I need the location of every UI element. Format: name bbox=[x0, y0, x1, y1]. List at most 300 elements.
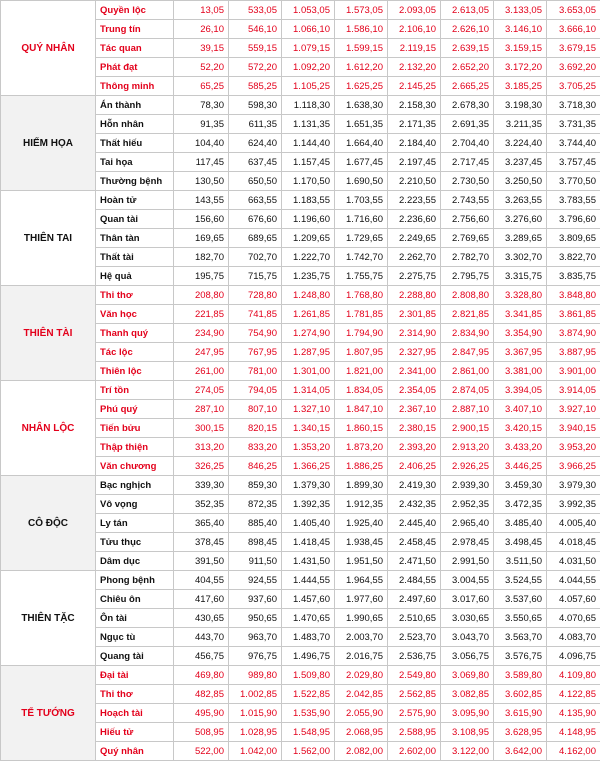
value-cell: 2.042,85 bbox=[335, 685, 388, 704]
value-cell: 39,15 bbox=[174, 39, 229, 58]
group-name: THIÊN TÀI bbox=[1, 286, 96, 381]
value-cell: 1.716,60 bbox=[335, 210, 388, 229]
value-cell: 91,35 bbox=[174, 115, 229, 134]
value-cell: 1.729,65 bbox=[335, 229, 388, 248]
value-cell: 2.106,10 bbox=[388, 20, 441, 39]
value-cell: 1.964,55 bbox=[335, 571, 388, 590]
value-cell: 2.249,65 bbox=[388, 229, 441, 248]
value-cell: 143,55 bbox=[174, 191, 229, 210]
value-cell: 598,30 bbox=[229, 96, 282, 115]
value-cell: 1.522,85 bbox=[282, 685, 335, 704]
value-cell: 1.847,10 bbox=[335, 400, 388, 419]
value-cell: 3.211,35 bbox=[494, 115, 547, 134]
value-cell: 911,50 bbox=[229, 552, 282, 571]
value-cell: 1.860,15 bbox=[335, 419, 388, 438]
value-cell: 4.135,90 bbox=[547, 704, 600, 723]
value-cell: 3.108,95 bbox=[441, 723, 494, 742]
value-cell: 2.380,15 bbox=[388, 419, 441, 438]
value-cell: 2.861,00 bbox=[441, 362, 494, 381]
value-cell: 522,00 bbox=[174, 742, 229, 761]
value-cell: 1.612,20 bbox=[335, 58, 388, 77]
value-cell: 2.808,80 bbox=[441, 286, 494, 305]
value-cell: 3.602,85 bbox=[494, 685, 547, 704]
value-cell: 3.757,45 bbox=[547, 153, 600, 172]
value-cell: 559,15 bbox=[229, 39, 282, 58]
value-cell: 2.275,75 bbox=[388, 267, 441, 286]
row-label: Trung tín bbox=[96, 20, 174, 39]
value-cell: 1.755,75 bbox=[335, 267, 388, 286]
value-cell: 2.158,30 bbox=[388, 96, 441, 115]
value-cell: 2.613,05 bbox=[441, 1, 494, 20]
value-cell: 872,35 bbox=[229, 495, 282, 514]
value-cell: 1.886,25 bbox=[335, 457, 388, 476]
value-cell: 3.874,90 bbox=[547, 324, 600, 343]
value-cell: 2.717,45 bbox=[441, 153, 494, 172]
value-cell: 3.653,05 bbox=[547, 1, 600, 20]
value-cell: 2.730,50 bbox=[441, 172, 494, 191]
value-cell: 794,05 bbox=[229, 381, 282, 400]
value-cell: 1.327,10 bbox=[282, 400, 335, 419]
value-cell: 1.990,65 bbox=[335, 609, 388, 628]
value-cell: 3.017,60 bbox=[441, 590, 494, 609]
value-cell: 1.366,25 bbox=[282, 457, 335, 476]
value-cell: 3.809,65 bbox=[547, 229, 600, 248]
value-cell: 3.537,60 bbox=[494, 590, 547, 609]
value-cell: 313,20 bbox=[174, 438, 229, 457]
value-cell: 1.170,50 bbox=[282, 172, 335, 191]
value-cell: 754,90 bbox=[229, 324, 282, 343]
row-label: Ly tán bbox=[96, 514, 174, 533]
value-cell: 2.354,05 bbox=[388, 381, 441, 400]
row-label: Tác quan bbox=[96, 39, 174, 58]
value-cell: 3.679,15 bbox=[547, 39, 600, 58]
value-cell: 2.978,45 bbox=[441, 533, 494, 552]
value-cell: 3.289,65 bbox=[494, 229, 547, 248]
table-row bbox=[1, 381, 600, 400]
value-cell: 2.471,50 bbox=[388, 552, 441, 571]
value-cell: 1.483,70 bbox=[282, 628, 335, 647]
value-cell: 4.109,80 bbox=[547, 666, 600, 685]
group-name: THIÊN TẶC bbox=[1, 571, 96, 666]
table-row bbox=[1, 666, 600, 685]
value-cell: 2.003,70 bbox=[335, 628, 388, 647]
row-label: Hiếu tử bbox=[96, 723, 174, 742]
row-label: Thập thiện bbox=[96, 438, 174, 457]
value-cell: 3.887,95 bbox=[547, 343, 600, 362]
value-cell: 3.133,05 bbox=[494, 1, 547, 20]
value-cell: 1.690,50 bbox=[335, 172, 388, 191]
value-cell: 1.392,35 bbox=[282, 495, 335, 514]
row-label: Tác lộc bbox=[96, 343, 174, 362]
value-cell: 2.549,80 bbox=[388, 666, 441, 685]
value-cell: 13,05 bbox=[174, 1, 229, 20]
value-cell: 1.548,95 bbox=[282, 723, 335, 742]
row-label: Thân tàn bbox=[96, 229, 174, 248]
value-cell: 689,65 bbox=[229, 229, 282, 248]
value-cell: 3.718,30 bbox=[547, 96, 600, 115]
value-cell: 2.639,15 bbox=[441, 39, 494, 58]
value-cell: 2.016,75 bbox=[335, 647, 388, 666]
value-cell: 1.599,15 bbox=[335, 39, 388, 58]
value-cell: 3.198,30 bbox=[494, 96, 547, 115]
value-cell: 1.157,45 bbox=[282, 153, 335, 172]
value-cell: 3.914,05 bbox=[547, 381, 600, 400]
value-cell: 1.496,75 bbox=[282, 647, 335, 666]
value-cell: 1.768,80 bbox=[335, 286, 388, 305]
value-cell: 391,50 bbox=[174, 552, 229, 571]
value-cell: 1.625,25 bbox=[335, 77, 388, 96]
value-cell: 221,85 bbox=[174, 305, 229, 324]
value-cell: 3.472,35 bbox=[494, 495, 547, 514]
row-label: Hỗn nhân bbox=[96, 115, 174, 134]
value-cell: 130,50 bbox=[174, 172, 229, 191]
value-cell: 156,60 bbox=[174, 210, 229, 229]
value-cell: 3.835,75 bbox=[547, 267, 600, 286]
value-cell: 3.122,00 bbox=[441, 742, 494, 761]
value-cell: 1.457,60 bbox=[282, 590, 335, 609]
value-cell: 2.458,45 bbox=[388, 533, 441, 552]
value-cell: 3.185,25 bbox=[494, 77, 547, 96]
value-cell: 26,10 bbox=[174, 20, 229, 39]
value-cell: 3.043,70 bbox=[441, 628, 494, 647]
value-cell: 3.433,20 bbox=[494, 438, 547, 457]
value-cell: 1.183,55 bbox=[282, 191, 335, 210]
value-cell: 208,80 bbox=[174, 286, 229, 305]
value-cell: 3.459,30 bbox=[494, 476, 547, 495]
value-cell: 508,95 bbox=[174, 723, 229, 742]
value-cell: 1.586,10 bbox=[335, 20, 388, 39]
value-cell: 261,00 bbox=[174, 362, 229, 381]
value-cell: 3.576,75 bbox=[494, 647, 547, 666]
value-cell: 469,80 bbox=[174, 666, 229, 685]
value-cell: 2.288,80 bbox=[388, 286, 441, 305]
value-cell: 1.042,00 bbox=[229, 742, 282, 761]
value-cell: 2.419,30 bbox=[388, 476, 441, 495]
value-cell: 182,70 bbox=[174, 248, 229, 267]
value-cell: 2.445,40 bbox=[388, 514, 441, 533]
value-cell: 4.162,00 bbox=[547, 742, 600, 761]
value-cell: 3.979,30 bbox=[547, 476, 600, 495]
row-label: Án thành bbox=[96, 96, 174, 115]
group-name: NHÂN LỘC bbox=[1, 381, 96, 476]
value-cell: 4.044,55 bbox=[547, 571, 600, 590]
table-row bbox=[1, 286, 600, 305]
value-cell: 326,25 bbox=[174, 457, 229, 476]
value-cell: 2.665,25 bbox=[441, 77, 494, 96]
row-label: Ngục tù bbox=[96, 628, 174, 647]
row-label: Quyền lộc bbox=[96, 1, 174, 20]
value-cell: 430,65 bbox=[174, 609, 229, 628]
value-cell: 2.484,55 bbox=[388, 571, 441, 590]
value-cell: 807,10 bbox=[229, 400, 282, 419]
value-cell: 3.783,55 bbox=[547, 191, 600, 210]
value-cell: 2.223,55 bbox=[388, 191, 441, 210]
value-cell: 195,75 bbox=[174, 267, 229, 286]
value-cell: 339,30 bbox=[174, 476, 229, 495]
value-cell: 2.588,95 bbox=[388, 723, 441, 742]
value-cell: 3.901,00 bbox=[547, 362, 600, 381]
row-label: Văn học bbox=[96, 305, 174, 324]
table-body bbox=[1, 1, 600, 761]
value-cell: 950,65 bbox=[229, 609, 282, 628]
value-cell: 3.250,50 bbox=[494, 172, 547, 191]
value-cell: 715,75 bbox=[229, 267, 282, 286]
value-cell: 4.122,85 bbox=[547, 685, 600, 704]
value-cell: 2.536,75 bbox=[388, 647, 441, 666]
value-cell: 3.861,85 bbox=[547, 305, 600, 324]
value-cell: 2.497,60 bbox=[388, 590, 441, 609]
value-cell: 1.353,20 bbox=[282, 438, 335, 457]
value-cell: 1.677,45 bbox=[335, 153, 388, 172]
value-cell: 65,25 bbox=[174, 77, 229, 96]
row-label: Quang tài bbox=[96, 647, 174, 666]
value-cell: 833,20 bbox=[229, 438, 282, 457]
value-cell: 1.405,40 bbox=[282, 514, 335, 533]
value-cell: 1.742,70 bbox=[335, 248, 388, 267]
value-cell: 2.913,20 bbox=[441, 438, 494, 457]
value-cell: 820,15 bbox=[229, 419, 282, 438]
value-cell: 3.004,55 bbox=[441, 571, 494, 590]
value-cell: 495,90 bbox=[174, 704, 229, 723]
value-cell: 1.002,85 bbox=[229, 685, 282, 704]
row-label: Đại tài bbox=[96, 666, 174, 685]
row-label: Quý nhân bbox=[96, 742, 174, 761]
value-cell: 443,70 bbox=[174, 628, 229, 647]
value-cell: 482,85 bbox=[174, 685, 229, 704]
value-cell: 2.432,35 bbox=[388, 495, 441, 514]
value-cell: 2.562,85 bbox=[388, 685, 441, 704]
value-cell: 2.691,35 bbox=[441, 115, 494, 134]
value-cell: 702,70 bbox=[229, 248, 282, 267]
group-name: THIÊN TAI bbox=[1, 191, 96, 286]
row-label: Văn chương bbox=[96, 457, 174, 476]
value-cell: 3.276,60 bbox=[494, 210, 547, 229]
row-label: Thất hiếu bbox=[96, 134, 174, 153]
value-cell: 2.782,70 bbox=[441, 248, 494, 267]
value-cell: 1.314,05 bbox=[282, 381, 335, 400]
value-cell: 117,45 bbox=[174, 153, 229, 172]
value-cell: 1.301,00 bbox=[282, 362, 335, 381]
value-cell: 3.367,95 bbox=[494, 343, 547, 362]
value-cell: 2.847,95 bbox=[441, 343, 494, 362]
value-cell: 2.626,10 bbox=[441, 20, 494, 39]
value-cell: 1.066,10 bbox=[282, 20, 335, 39]
value-cell: 533,05 bbox=[229, 1, 282, 20]
value-cell: 1.873,20 bbox=[335, 438, 388, 457]
value-cell: 767,95 bbox=[229, 343, 282, 362]
row-label: Tiến bửu bbox=[96, 419, 174, 438]
value-cell: 2.952,35 bbox=[441, 495, 494, 514]
value-cell: 3.770,50 bbox=[547, 172, 600, 191]
value-cell: 898,45 bbox=[229, 533, 282, 552]
value-cell: 1.274,90 bbox=[282, 324, 335, 343]
value-cell: 546,10 bbox=[229, 20, 282, 39]
value-cell: 3.146,10 bbox=[494, 20, 547, 39]
value-cell: 3.394,05 bbox=[494, 381, 547, 400]
value-cell: 1.535,90 bbox=[282, 704, 335, 723]
value-cell: 4.057,60 bbox=[547, 590, 600, 609]
value-cell: 4.005,40 bbox=[547, 514, 600, 533]
value-cell: 2.197,45 bbox=[388, 153, 441, 172]
value-cell: 3.498,45 bbox=[494, 533, 547, 552]
value-cell: 2.926,25 bbox=[441, 457, 494, 476]
value-cell: 2.314,90 bbox=[388, 324, 441, 343]
value-cell: 1.562,00 bbox=[282, 742, 335, 761]
value-cell: 3.237,45 bbox=[494, 153, 547, 172]
row-label: Hoạch tài bbox=[96, 704, 174, 723]
value-cell: 2.184,40 bbox=[388, 134, 441, 153]
value-cell: 1.977,60 bbox=[335, 590, 388, 609]
value-cell: 3.082,85 bbox=[441, 685, 494, 704]
value-cell: 1.925,40 bbox=[335, 514, 388, 533]
value-cell: 3.511,50 bbox=[494, 552, 547, 571]
value-cell: 3.524,55 bbox=[494, 571, 547, 590]
value-cell: 169,65 bbox=[174, 229, 229, 248]
value-cell: 963,70 bbox=[229, 628, 282, 647]
value-cell: 3.420,15 bbox=[494, 419, 547, 438]
value-cell: 2.082,00 bbox=[335, 742, 388, 761]
table-row bbox=[1, 191, 600, 210]
value-cell: 2.068,95 bbox=[335, 723, 388, 742]
value-cell: 2.652,20 bbox=[441, 58, 494, 77]
value-cell: 365,40 bbox=[174, 514, 229, 533]
value-cell: 3.589,80 bbox=[494, 666, 547, 685]
value-cell: 1.209,65 bbox=[282, 229, 335, 248]
value-cell: 1.144,40 bbox=[282, 134, 335, 153]
value-cell: 1.781,85 bbox=[335, 305, 388, 324]
value-cell: 1.015,90 bbox=[229, 704, 282, 723]
value-cell: 3.328,80 bbox=[494, 286, 547, 305]
value-cell: 611,35 bbox=[229, 115, 282, 134]
value-cell: 3.446,25 bbox=[494, 457, 547, 476]
row-label: Phú quý bbox=[96, 400, 174, 419]
row-label: Chiêu ôn bbox=[96, 590, 174, 609]
value-cell: 2.756,60 bbox=[441, 210, 494, 229]
value-cell: 1.664,40 bbox=[335, 134, 388, 153]
value-cell: 3.381,00 bbox=[494, 362, 547, 381]
value-cell: 3.056,75 bbox=[441, 647, 494, 666]
value-cell: 3.705,25 bbox=[547, 77, 600, 96]
row-label: Thiên lộc bbox=[96, 362, 174, 381]
value-cell: 417,60 bbox=[174, 590, 229, 609]
value-cell: 4.070,65 bbox=[547, 609, 600, 628]
value-cell: 1.807,95 bbox=[335, 343, 388, 362]
value-cell: 989,80 bbox=[229, 666, 282, 685]
value-cell: 2.406,25 bbox=[388, 457, 441, 476]
value-cell: 2.939,30 bbox=[441, 476, 494, 495]
value-cell: 1.638,30 bbox=[335, 96, 388, 115]
value-cell: 2.171,35 bbox=[388, 115, 441, 134]
value-cell: 1.340,15 bbox=[282, 419, 335, 438]
value-cell: 2.678,30 bbox=[441, 96, 494, 115]
value-cell: 1.821,00 bbox=[335, 362, 388, 381]
value-cell: 1.092,20 bbox=[282, 58, 335, 77]
value-cell: 1.261,85 bbox=[282, 305, 335, 324]
value-cell: 2.301,85 bbox=[388, 305, 441, 324]
value-cell: 572,20 bbox=[229, 58, 282, 77]
value-cell: 2.795,75 bbox=[441, 267, 494, 286]
value-cell: 3.731,35 bbox=[547, 115, 600, 134]
value-cell: 3.744,40 bbox=[547, 134, 600, 153]
value-cell: 3.692,20 bbox=[547, 58, 600, 77]
value-cell: 650,50 bbox=[229, 172, 282, 191]
value-cell: 2.119,15 bbox=[388, 39, 441, 58]
value-cell: 624,40 bbox=[229, 134, 282, 153]
value-cell: 3.563,70 bbox=[494, 628, 547, 647]
value-cell: 3.642,00 bbox=[494, 742, 547, 761]
value-cell: 52,20 bbox=[174, 58, 229, 77]
row-label: Tai họa bbox=[96, 153, 174, 172]
row-label: Hệ quả bbox=[96, 267, 174, 286]
row-label: Thi thơ bbox=[96, 286, 174, 305]
value-cell: 3.927,10 bbox=[547, 400, 600, 419]
value-cell: 1.196,60 bbox=[282, 210, 335, 229]
value-cell: 1.287,95 bbox=[282, 343, 335, 362]
value-cell: 1.235,75 bbox=[282, 267, 335, 286]
value-cell: 2.575,90 bbox=[388, 704, 441, 723]
value-cell: 1.379,30 bbox=[282, 476, 335, 495]
value-cell: 287,10 bbox=[174, 400, 229, 419]
value-cell: 1.444,55 bbox=[282, 571, 335, 590]
value-cell: 2.602,00 bbox=[388, 742, 441, 761]
group-name: CÔ ĐỘC bbox=[1, 476, 96, 571]
value-cell: 3.172,20 bbox=[494, 58, 547, 77]
value-cell: 741,85 bbox=[229, 305, 282, 324]
value-cell: 234,90 bbox=[174, 324, 229, 343]
value-cell: 2.341,00 bbox=[388, 362, 441, 381]
value-cell: 3.341,85 bbox=[494, 305, 547, 324]
value-cell: 2.055,90 bbox=[335, 704, 388, 723]
value-cell: 728,80 bbox=[229, 286, 282, 305]
value-cell: 3.485,40 bbox=[494, 514, 547, 533]
value-cell: 859,30 bbox=[229, 476, 282, 495]
value-cell: 104,40 bbox=[174, 134, 229, 153]
group-name: TỂ TƯỚNG bbox=[1, 666, 96, 761]
value-cell: 2.367,10 bbox=[388, 400, 441, 419]
value-cell: 1.222,70 bbox=[282, 248, 335, 267]
value-cell: 4.148,95 bbox=[547, 723, 600, 742]
value-cell: 885,40 bbox=[229, 514, 282, 533]
value-cell: 3.315,75 bbox=[494, 267, 547, 286]
row-label: Vô vọng bbox=[96, 495, 174, 514]
value-cell: 3.224,40 bbox=[494, 134, 547, 153]
table-row bbox=[1, 1, 600, 20]
value-cell: 247,95 bbox=[174, 343, 229, 362]
value-cell: 976,75 bbox=[229, 647, 282, 666]
group-name: HIỂM HỌA bbox=[1, 96, 96, 191]
value-cell: 3.822,70 bbox=[547, 248, 600, 267]
value-cell: 1.053,05 bbox=[282, 1, 335, 20]
value-cell: 4.018,45 bbox=[547, 533, 600, 552]
row-label: Thi thơ bbox=[96, 685, 174, 704]
value-cell: 2.769,65 bbox=[441, 229, 494, 248]
value-cell: 676,60 bbox=[229, 210, 282, 229]
value-cell: 3.966,25 bbox=[547, 457, 600, 476]
value-cell: 2.029,80 bbox=[335, 666, 388, 685]
row-label: Thường bệnh bbox=[96, 172, 174, 191]
row-label: Quan tài bbox=[96, 210, 174, 229]
row-label: Trí tồn bbox=[96, 381, 174, 400]
value-cell: 3.550,65 bbox=[494, 609, 547, 628]
table-row bbox=[1, 96, 600, 115]
value-cell: 3.069,80 bbox=[441, 666, 494, 685]
value-cell: 3.628,95 bbox=[494, 723, 547, 742]
value-cell: 1.703,55 bbox=[335, 191, 388, 210]
value-cell: 937,60 bbox=[229, 590, 282, 609]
value-cell: 3.796,60 bbox=[547, 210, 600, 229]
value-cell: 1.431,50 bbox=[282, 552, 335, 571]
value-cell: 924,55 bbox=[229, 571, 282, 590]
